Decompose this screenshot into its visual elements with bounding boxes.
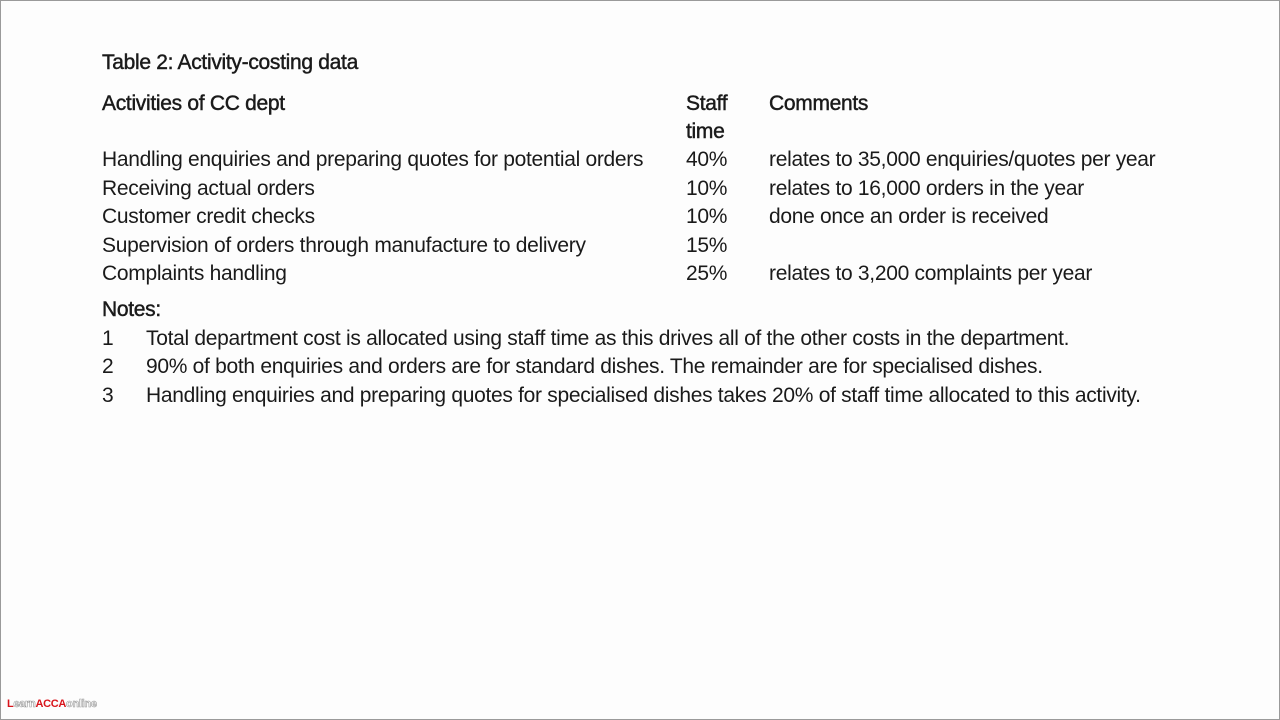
header-comments: Comments [769,92,869,115]
note-text: Handling enquiries and preparing quotes for specialised dishes takes 20% of staff time allocated to this activity. [146,383,1141,407]
table-row [102,232,1202,261]
table-row [102,146,1202,175]
header-staff-time [686,90,736,146]
staff-time-cell: 15% [686,233,728,257]
notes-section [102,295,1202,411]
activity-cell: Supervision of orders through manufacture to delivery [102,233,586,257]
learnacca-logo [7,698,97,710]
logo-part-acca: ACCA [35,698,67,710]
header-staff-time-line2: time [686,120,725,143]
staff-time-cell: 40% [686,148,728,171]
header-activities: Activities of CC dept [102,92,285,115]
header-staff-time-line1: Staff [686,92,728,115]
activity-cell: Complaints handling [102,262,287,285]
comment-cell: relates to 3,200 complaints per year [769,262,1093,285]
staff-time-cell: 25% [686,262,728,285]
table-header-row [102,90,1202,146]
logo-part-l: L [7,698,14,710]
activity-cell: Customer credit checks [102,205,315,228]
comment-cell: relates to 35,000 enquiries/quotes per year [769,148,1156,171]
note-number: 2 [102,355,114,378]
logo-part-earn: earn [13,698,36,710]
document [102,49,1202,410]
activity-cell: Receiving actual orders [102,176,315,200]
logo-part-online: online [66,698,97,710]
comment-cell: relates to 16,000 orders in the year [769,176,1084,200]
activity-costing-table [102,90,1202,289]
note-number: 1 [102,326,114,350]
note-item [102,325,1202,354]
staff-time-cell: 10% [686,205,728,228]
notes-title: Notes: [102,297,161,321]
note-item [102,382,1202,411]
note-item [102,353,1202,382]
table-row [102,260,1202,289]
table-row [102,203,1202,232]
note-text: Total department cost is allocated using staff time as this drives all of the other costs in the department. [146,326,1070,350]
activity-cell: Handling enquiries and preparing quotes for potential orders [102,148,644,171]
staff-time-cell: 10% [686,176,728,200]
note-number: 3 [102,383,114,407]
table-title: Table 2: Activity-costing data [102,51,358,74]
comment-cell: done once an order is received [769,205,1049,228]
table-row [102,175,1202,204]
note-text: 90% of both enquiries and orders are for standard dishes. The remainder are for specialised dishes. [146,355,1043,378]
